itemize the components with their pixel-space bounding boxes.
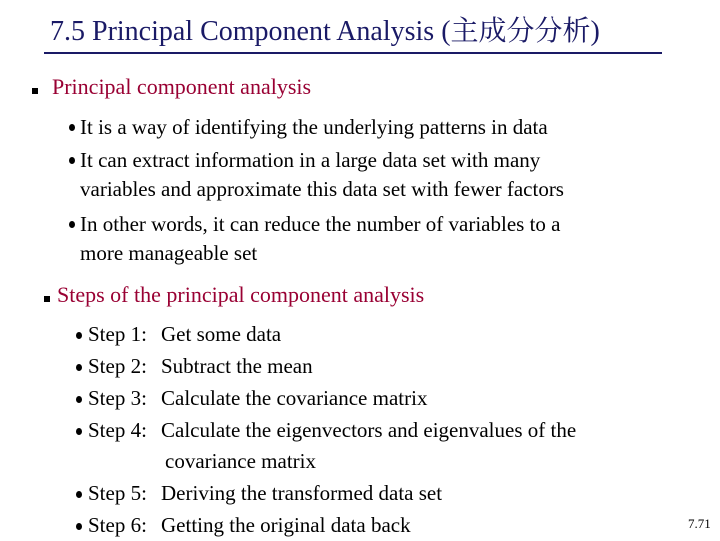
- step-item: [88, 509, 411, 541]
- step-text: Subtract the mean: [161, 354, 313, 378]
- step-item: [88, 477, 442, 509]
- step-text: Get some data: [161, 322, 282, 346]
- round-bullet-icon: [69, 157, 75, 164]
- step-item: [88, 350, 313, 382]
- step-item: [88, 318, 281, 350]
- step-text: Getting the original data back: [161, 513, 411, 537]
- step-number: Step 2:: [88, 354, 147, 378]
- page-number: 7.71: [688, 516, 711, 531]
- round-bullet-icon: [76, 332, 82, 339]
- step-number: Step 6:: [88, 513, 147, 537]
- title-underline: [44, 52, 662, 54]
- step-text: Calculate the covariance matrix: [161, 386, 428, 410]
- step-text-cont: covariance matrix: [165, 449, 316, 473]
- bullet-text-cont: more manageable set: [80, 241, 258, 265]
- step-number: Step 1:: [88, 322, 147, 346]
- bullet-text: It is a way of identifying the underlying patterns in data: [80, 115, 548, 139]
- round-bullet-icon: [76, 491, 82, 498]
- square-bullet-icon: [32, 88, 38, 94]
- round-bullet-icon: [76, 396, 82, 403]
- section-heading-steps: Steps of the principal component analysis: [57, 282, 425, 307]
- round-bullet-icon: [76, 364, 82, 371]
- bullet-text-cont: variables and approximate this data set with fewer factors: [80, 177, 564, 201]
- slide-title: 7.5 Principal Component Analysis (主成分分析): [50, 16, 600, 47]
- bullet-text: In other words, it can reduce the number of variables to a: [80, 212, 561, 236]
- step-text: Deriving the transformed data set: [161, 481, 443, 505]
- step-number: Step 4:: [88, 418, 147, 442]
- step-item: [88, 414, 576, 446]
- round-bullet-icon: [69, 221, 75, 228]
- section-heading-pca: Principal component analysis: [52, 74, 312, 99]
- square-bullet-icon: [44, 296, 50, 302]
- bullet-text: It can extract information in a large data set with many: [80, 148, 541, 172]
- step-number: Step 3:: [88, 386, 147, 410]
- round-bullet-icon: [69, 124, 75, 131]
- step-item: [88, 382, 427, 414]
- step-text: Calculate the eigenvectors and eigenvalues of the: [161, 418, 577, 442]
- round-bullet-icon: [76, 428, 82, 435]
- step-number: Step 5:: [88, 481, 147, 505]
- round-bullet-icon: [76, 523, 82, 530]
